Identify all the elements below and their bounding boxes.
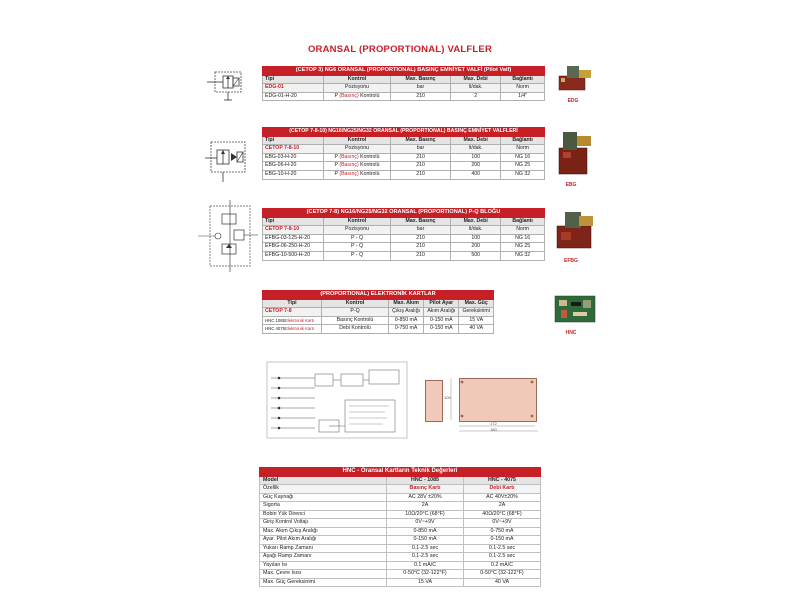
- table-row: [263, 92, 545, 101]
- efbg-table: [262, 208, 545, 261]
- col-max-debi: Max. Debi: [451, 217, 501, 226]
- col-baglanti: Bağlantı: [501, 136, 545, 145]
- table-row: Ayar. Pilot Akım Aralığı 0-150 mA 0-150 mA: [260, 536, 541, 545]
- cell-guc: 40 VA: [459, 325, 494, 334]
- board-side-view: [425, 380, 443, 422]
- spec-model-label: Model: [260, 476, 387, 485]
- unit-baglanti: Norm: [501, 145, 545, 154]
- col-kontrol: Kontrol: [324, 136, 391, 145]
- cell-tip: HNC 4075Elektronik Kartı: [263, 325, 322, 334]
- cell-tip: EFBG-03-125-H-20: [263, 234, 324, 243]
- table-row: Max. Çevre Isısı 0-50°C (32-122°F) 0-50°C (32-122°F): [260, 570, 541, 579]
- col-kontrol: Kontrol: [322, 299, 389, 308]
- cell-kontrol: P (Basınç) Kontrolü: [324, 92, 391, 101]
- table-row: Max. Güç Gereksinimi 15 VA 40 VA: [260, 578, 541, 587]
- spec-feature-label: Özellik: [260, 485, 387, 494]
- col-kontrol: Kontrol: [324, 217, 391, 226]
- table-row: [263, 325, 494, 334]
- table-row: [263, 243, 545, 252]
- unit-debi: lt/dak.: [451, 226, 501, 235]
- table-row: Yayılan Isı 0.1 mA/C 0.2 mA/C: [260, 561, 541, 570]
- unit-pilot: Akım Aralığı: [424, 308, 459, 317]
- col-baglanti: Bağlantı: [501, 75, 545, 84]
- unit-tipi: CETOP 7-8: [263, 308, 322, 317]
- unit-tipi: CETOP 7-8-10: [263, 145, 324, 154]
- cell-tip: EBG-03-H-20: [263, 153, 324, 162]
- unit-basinc: bar: [391, 145, 451, 154]
- unit-kontrol: Pozisyonu: [324, 145, 391, 154]
- unit-baglanti: Norm: [501, 84, 545, 93]
- col-max-guc: Max. Güç: [459, 299, 494, 308]
- cell-pilot: 0-150 mA: [424, 325, 459, 334]
- ebg-table-header: (CETOP 7-8-10) NG16/NG25/NG32 ORANSAL (PROPORTIONAL) BASINÇ EMNİYET VALFLERİ: [263, 128, 545, 137]
- cell-basinc: 210: [391, 92, 451, 101]
- cell-norm: NG 25: [501, 162, 545, 171]
- cell-akim: 0-850 mA: [389, 316, 424, 325]
- cell-tip: EFBG-10-500-H-20: [263, 251, 324, 260]
- edg-hydraulic-symbol: [205, 68, 257, 104]
- efbg-product-label: EFBG: [564, 258, 578, 264]
- spec-feature-4075: Debi Kartı: [464, 485, 541, 494]
- unit-baglanti: Norm: [501, 226, 545, 235]
- cell-kontrol: P (Basınç) Kontrolü: [324, 162, 391, 171]
- cell-pilot: 0-150 mA: [424, 316, 459, 325]
- unit-debi: lt/dak.: [451, 145, 501, 154]
- cell-basinc: 210: [391, 162, 451, 171]
- cell-debi: 100: [451, 153, 501, 162]
- cell-debi: 200: [451, 162, 501, 171]
- col-tipi: Tipi: [263, 217, 324, 226]
- hnc-product-image: [553, 292, 597, 326]
- hnc-wiring-diagram: [265, 360, 413, 440]
- cell-norm: NG 25: [501, 243, 545, 252]
- spec-table-header: HNC - Oransal Kartların Teknik Değerleri: [260, 468, 541, 477]
- efbg-product-image: [553, 208, 597, 252]
- dim-width-label: 172: [490, 421, 497, 426]
- ebg-hydraulic-symbol: [205, 138, 259, 186]
- col-max-debi: Max. Debi: [451, 136, 501, 145]
- cell-norm: NG 16: [501, 234, 545, 243]
- cell-basinc: 210: [391, 243, 451, 252]
- unit-kontrol: Pozisyonu: [324, 84, 391, 93]
- spec-feature-1085: Basınç Kartı: [387, 485, 464, 494]
- dim-height-label: 100: [444, 395, 451, 400]
- cell-norm: 1/4": [501, 92, 545, 101]
- dim-width2-label: 180: [490, 427, 497, 432]
- table-row: [263, 170, 545, 179]
- cell-kontrol: Basınç Kontrolü: [322, 316, 389, 325]
- unit-tipi: CETOP 7-8-10: [263, 226, 324, 235]
- col-pilot-ayar: Pilot Ayar: [424, 299, 459, 308]
- table-row: [263, 316, 494, 325]
- col-max-basinc: Max. Basınç: [391, 75, 451, 84]
- cell-akim: 0-750 mA: [389, 325, 424, 334]
- unit-akim: Çıkış Aralığı: [389, 308, 424, 317]
- col-baglanti: Bağlantı: [501, 217, 545, 226]
- cell-basinc: 210: [391, 251, 451, 260]
- ebg-product-label: EBG: [565, 182, 577, 188]
- table-row: Yukarı Ramp Zamanı 0.1-2.5 sec 0.1-2.5 sec: [260, 544, 541, 553]
- unit-basinc: bar: [391, 226, 451, 235]
- ebg-product-image: [553, 128, 595, 178]
- cell-basinc: 210: [391, 153, 451, 162]
- table-row: [263, 251, 545, 260]
- spec-model-4075: HNC - 4075: [464, 476, 541, 485]
- efbg-hydraulic-symbol: [198, 200, 260, 272]
- col-tipi: Tipi: [263, 299, 322, 308]
- hnc-spec-table: [259, 467, 541, 587]
- unit-kontrol: P-Q: [322, 308, 389, 317]
- edg-product-label: EDG: [567, 98, 579, 104]
- cell-debi: 500: [451, 251, 501, 260]
- cell-kontrol: P (Basınç) Kontrolü: [324, 153, 391, 162]
- col-kontrol: Kontrol: [324, 75, 391, 84]
- col-max-basinc: Max. Basınç: [391, 136, 451, 145]
- table-row: [263, 162, 545, 171]
- cell-kontrol: P - Q: [324, 234, 391, 243]
- table-row: Bobin Yük Direnci 10Ω/20°C (68°F) 40Ω/20°C (68°F): [260, 510, 541, 519]
- table-row: [263, 234, 545, 243]
- col-max-basinc: Max. Basınç: [391, 217, 451, 226]
- table-row: Güç Kaynağı AC 28V ±20% AC 40V±20%: [260, 493, 541, 502]
- table-row: Max. Akım Çıkış Aralığı 0-850 mA 0-750 mA: [260, 527, 541, 536]
- unit-guc: Gereksinimi: [459, 308, 494, 317]
- hnc-table-header: (PROPORTIONAL) ELEKTRONİK KARTLAR: [263, 291, 494, 300]
- cell-debi: 2: [451, 92, 501, 101]
- cell-tip: EBG-06-H-20: [263, 162, 324, 171]
- unit-debi: lt/dak.: [451, 84, 501, 93]
- cell-kontrol: Debi Kontrolü: [322, 325, 389, 334]
- cell-tip: EBG-10-H-20: [263, 170, 324, 179]
- cell-debi: 200: [451, 243, 501, 252]
- col-tipi: Tipi: [263, 136, 324, 145]
- edg-product-image: [555, 62, 595, 94]
- cell-tip: HNC 1085Elektronik Kartı: [263, 316, 322, 325]
- cell-debi: 100: [451, 234, 501, 243]
- cell-guc: 15 VA: [459, 316, 494, 325]
- hnc-table: [262, 290, 494, 334]
- ebg-table: [262, 127, 545, 180]
- cell-debi: 400: [451, 170, 501, 179]
- cell-norm: NG 32: [501, 251, 545, 260]
- table-row: Aşağı Ramp Zamanı 0.1-2.5 sec 0.1-2.5 sec: [260, 553, 541, 562]
- cell-norm: NG 32: [501, 170, 545, 179]
- table-row: Giriş Kontrol Voltajı 0V~+9V 0V~+9V: [260, 519, 541, 528]
- col-max-debi: Max. Debi: [451, 75, 501, 84]
- unit-basinc: bar: [391, 84, 451, 93]
- cell-basinc: 210: [391, 234, 451, 243]
- unit-kontrol: Pozisyonu: [324, 226, 391, 235]
- cell-kontrol: P - Q: [324, 243, 391, 252]
- cell-basinc: 210: [391, 170, 451, 179]
- spec-model-1085: HNC - 1085: [387, 476, 464, 485]
- cell-kontrol: P (Basınç) Kontrolü: [324, 170, 391, 179]
- edg-table: [262, 66, 545, 101]
- col-max-akim: Max. Akım: [389, 299, 424, 308]
- page-title: ORANSAL (PROPORTIONAL) VALFLER: [307, 44, 493, 55]
- cell-kontrol: P - Q: [324, 251, 391, 260]
- cell-norm: NG 16: [501, 153, 545, 162]
- cell-tip: EDG-01-H-20: [263, 92, 324, 101]
- unit-tipi: EDG-01: [263, 84, 324, 93]
- hnc-product-label: HNC: [565, 330, 577, 336]
- table-row: [263, 153, 545, 162]
- edg-table-header: (CETOP 3) NG6 ORANSAL (PROPORTIONAL) BASINÇ EMNİYET VALFİ (Pilot Valf): [263, 67, 545, 76]
- table-row: Sigorta 2A 2A: [260, 502, 541, 511]
- col-tipi: Tipi: [263, 75, 324, 84]
- efbg-table-header: (CETOP 7-8) NG16/NG25/NG32 ORANSAL (PROPORTIONAL) P-Q BLOĞU: [263, 209, 545, 218]
- cell-tip: EFBG-06-250-H-20: [263, 243, 324, 252]
